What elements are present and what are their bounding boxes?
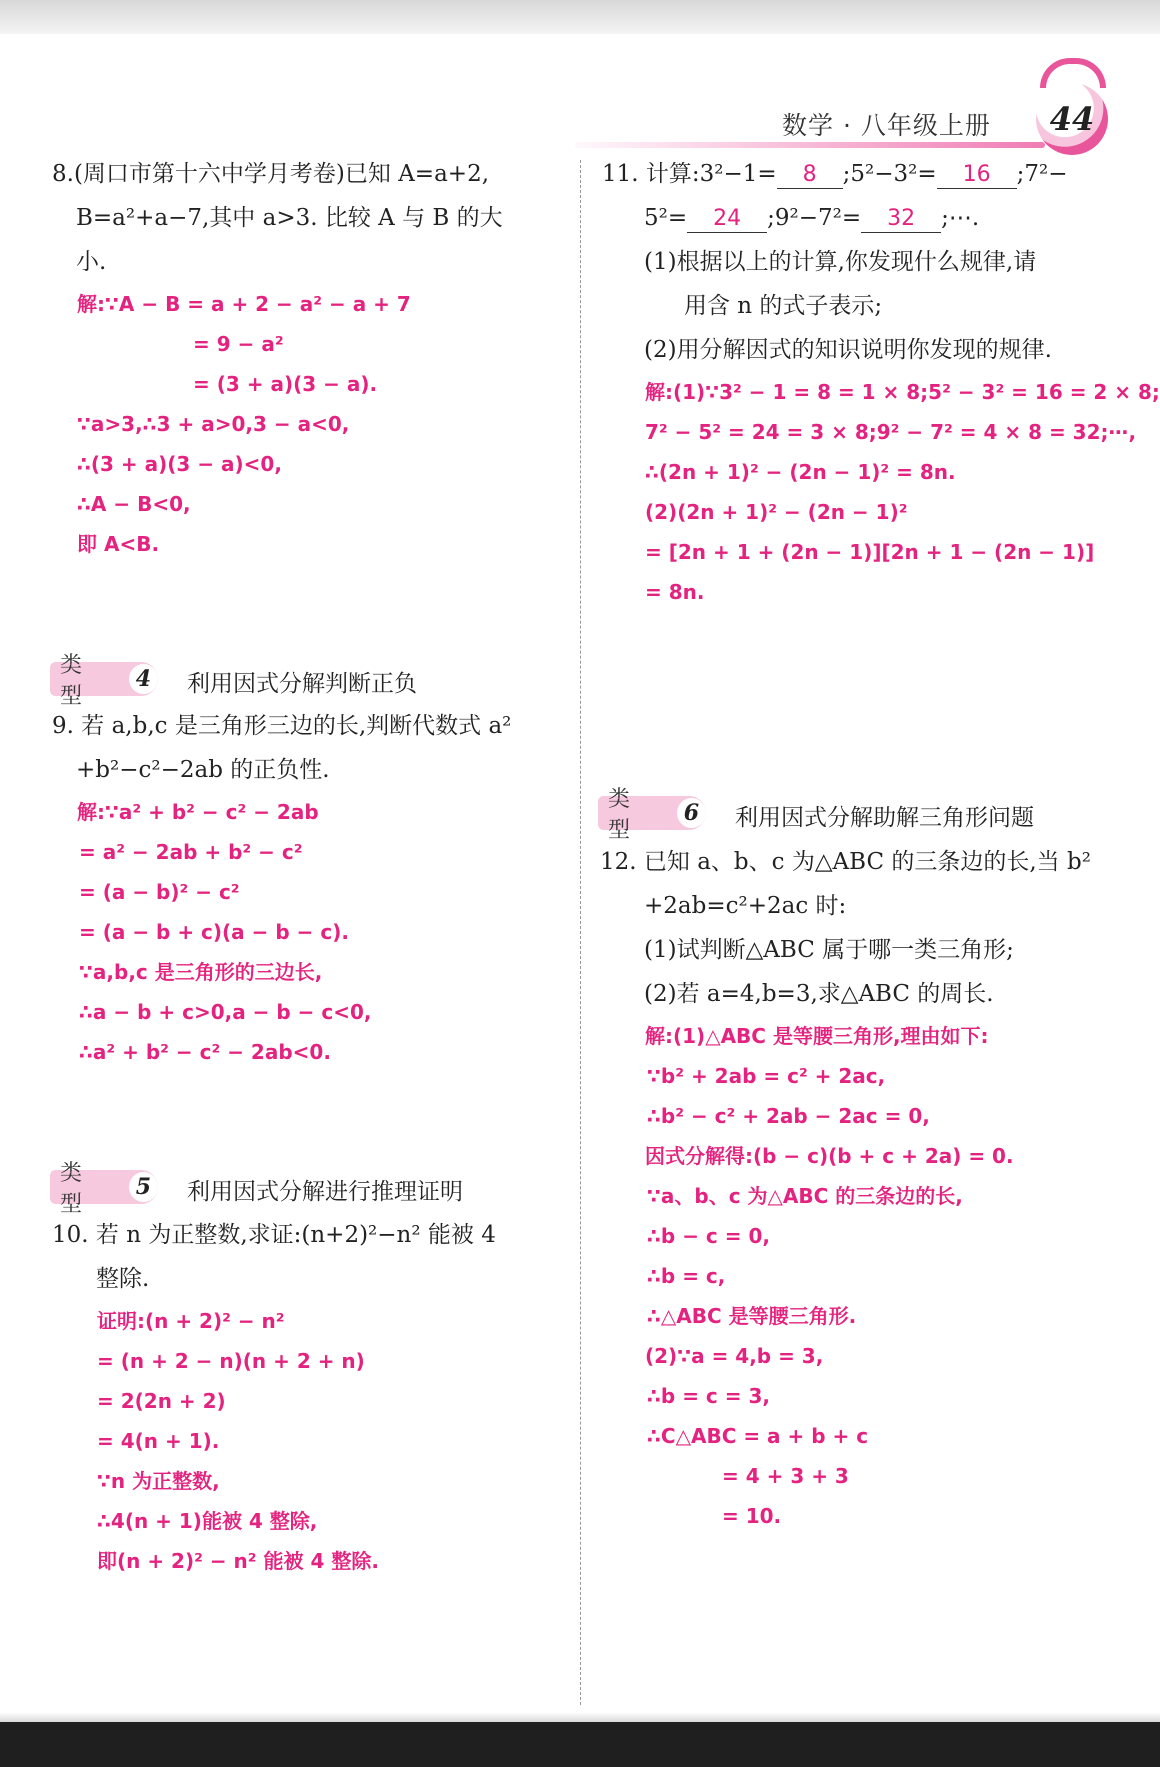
q9-answer-7: ∴a² + b² − c² − 2ab<0. xyxy=(79,1040,331,1064)
q11-line-2 xyxy=(644,203,979,233)
q11-text-1c: ;7²− xyxy=(1016,161,1068,187)
q9-answer-4: = (a − b + c)(a − b − c). xyxy=(79,920,349,944)
q10-answer-5: ∵n 为正整数, xyxy=(97,1469,220,1493)
column-divider xyxy=(580,160,581,1705)
q12-answer-1: 解:(1)△ABC 是等腰三角形,理由如下: xyxy=(645,1024,989,1048)
q12-line-4: (2)若 a=4,b=3,求△ABC 的周长. xyxy=(644,981,994,1007)
type-6-badge xyxy=(598,787,706,843)
q10-answer-2: = (n + 2 − n)(n + 2 + n) xyxy=(97,1349,365,1373)
q12-line-2: +2ab=c²+2ac 时: xyxy=(644,893,847,919)
q11-answer-2: 7² − 5² = 24 = 3 × 8;9² − 7² = 4 × 8 = 32;⋯, xyxy=(645,420,1137,444)
q10-line-2: 整除. xyxy=(96,1266,150,1292)
type-5-label: 类 型 xyxy=(60,1161,89,1217)
q11-answer-3: ∴(2n + 1)² − (2n − 1)² = 8n. xyxy=(645,460,956,484)
type-5-title: 利用因式分解进行推理证明 xyxy=(187,1179,463,1205)
page-number-badge xyxy=(1036,83,1108,155)
q11-line-3: (1)根据以上的计算,你发现什么规律,请 xyxy=(644,249,1037,275)
q11-answer-4: (2)(2n + 1)² − (2n − 1)² xyxy=(645,500,908,524)
header-underline xyxy=(575,142,1045,148)
q10-line-1: 10. 若 n 为正整数,求证:(n+2)²−n² 能被 4 xyxy=(52,1222,496,1248)
q12-answer-4: 因式分解得:(b − c)(b + c + 2a) = 0. xyxy=(645,1144,1014,1168)
bottom-dark-bar xyxy=(0,1722,1160,1767)
q8-line-2: B=a²+a−7,其中 a>3. 比较 A 与 B 的大 xyxy=(76,205,503,231)
q9-answer-1: 解:∵a² + b² − c² − 2ab xyxy=(77,800,319,824)
q11-text-1b: ;5²−3²= xyxy=(842,161,937,187)
q12-answer-6: ∴b − c = 0, xyxy=(647,1224,770,1248)
type-6-label: 类 型 xyxy=(608,787,637,843)
q8-answer-7: 即 A<B. xyxy=(77,532,160,556)
type-4-label: 类 型 xyxy=(60,653,89,709)
q12-answer-5: ∵a、b、c 为△ABC 的三条边的长, xyxy=(647,1184,963,1208)
q11-text-2c: ;⋯. xyxy=(941,205,980,231)
page-number: 44 xyxy=(1049,100,1095,138)
q11-blank-1: 8 xyxy=(777,162,843,189)
q12-answer-12: = 4 + 3 + 3 xyxy=(722,1464,849,1488)
type-4-number: 4 xyxy=(129,664,158,694)
q8-answer-6: ∴A − B<0, xyxy=(77,492,191,516)
header-title: 数学 · 八年级上册 xyxy=(782,111,991,140)
q10-answer-7: 即(n + 2)² − n² 能被 4 整除. xyxy=(97,1549,379,1573)
q11-answer-5: = [2n + 1 + (2n − 1)][2n + 1 − (2n − 1)] xyxy=(645,540,1095,564)
q9-line-1: 9. 若 a,b,c 是三角形三边的长,判断代数式 a² xyxy=(52,713,512,739)
type-5-number: 5 xyxy=(129,1172,158,1202)
q8-answer-4: ∵a>3,∴3 + a>0,3 − a<0, xyxy=(77,412,350,436)
q9-answer-6: ∴a − b + c>0,a − b − c<0, xyxy=(79,1000,372,1024)
q12-answer-3: ∴b² − c² + 2ab − 2ac = 0, xyxy=(647,1104,930,1128)
q8-line-3: 小. xyxy=(76,249,107,275)
q9-line-2: +b²−c²−2ab 的正负性. xyxy=(76,757,330,783)
q12-answer-10: ∴b = c = 3, xyxy=(647,1384,770,1408)
q11-blank-4: 32 xyxy=(861,206,941,233)
q12-line-1: 12. 已知 a、b、c 为△ABC 的三条边的长,当 b² xyxy=(600,849,1091,875)
q11-line-5: (2)用分解因式的知识说明你发现的规律. xyxy=(644,337,1052,363)
q10-answer-4: = 4(n + 1). xyxy=(97,1429,220,1453)
q8-answer-5: ∴(3 + a)(3 − a)<0, xyxy=(77,452,282,476)
q11-answer-6: = 8n. xyxy=(645,580,705,604)
type-6-title: 利用因式分解助解三角形问题 xyxy=(735,805,1034,831)
q10-answer-3: = 2(2n + 2) xyxy=(97,1389,226,1413)
q12-answer-8: ∴△ABC 是等腰三角形. xyxy=(647,1304,857,1328)
q11-line-4: 用含 n 的式子表示; xyxy=(684,293,883,319)
q11-text-2a: 5²= xyxy=(644,205,688,231)
q9-answer-2: = a² − 2ab + b² − c² xyxy=(79,840,303,864)
q11-text-1a: 11. 计算:3²−1= xyxy=(602,161,777,187)
q12-answer-2: ∵b² + 2ab = c² + 2ac, xyxy=(647,1064,886,1088)
type-4-title: 利用因式分解判断正负 xyxy=(187,671,417,697)
q11-line-1 xyxy=(602,159,1068,189)
q10-answer-6: ∴4(n + 1)能被 4 整除, xyxy=(97,1509,318,1533)
q12-answer-11: ∴C△ABC = a + b + c xyxy=(647,1424,869,1448)
q11-blank-2: 16 xyxy=(937,162,1017,189)
q12-answer-9: (2)∵a = 4,b = 3, xyxy=(645,1344,824,1368)
top-scan-edge xyxy=(0,0,1160,34)
q11-blank-3: 24 xyxy=(687,206,767,233)
q9-answer-5: ∵a,b,c 是三角形的三边长, xyxy=(79,960,323,984)
q8-answer-2: = 9 − a² xyxy=(193,332,284,356)
q12-answer-7: ∴b = c, xyxy=(647,1264,726,1288)
q8-answer-1: 解:∵A − B = a + 2 − a² − a + 7 xyxy=(77,292,411,316)
bottom-shadow xyxy=(0,1712,1160,1722)
q9-answer-3: = (a − b)² − c² xyxy=(79,880,240,904)
q11-text-2b: ;9²−7²= xyxy=(767,205,862,231)
q12-line-3: (1)试判断△ABC 属于哪一类三角形; xyxy=(644,937,1014,963)
type-6-number: 6 xyxy=(677,798,706,828)
type-4-badge xyxy=(50,653,158,709)
q8-line-1: 8.(周口市第十六中学月考卷)已知 A=a+2, xyxy=(52,161,490,187)
q11-answer-1: 解:(1)∵3² − 1 = 8 = 1 × 8;5² − 3² = 16 = 2 × 8; xyxy=(645,380,1160,404)
q12-answer-13: = 10. xyxy=(722,1504,782,1528)
q8-answer-3: = (3 + a)(3 − a). xyxy=(193,372,378,396)
type-5-badge xyxy=(50,1161,158,1217)
q10-answer-1: 证明:(n + 2)² − n² xyxy=(97,1309,285,1333)
